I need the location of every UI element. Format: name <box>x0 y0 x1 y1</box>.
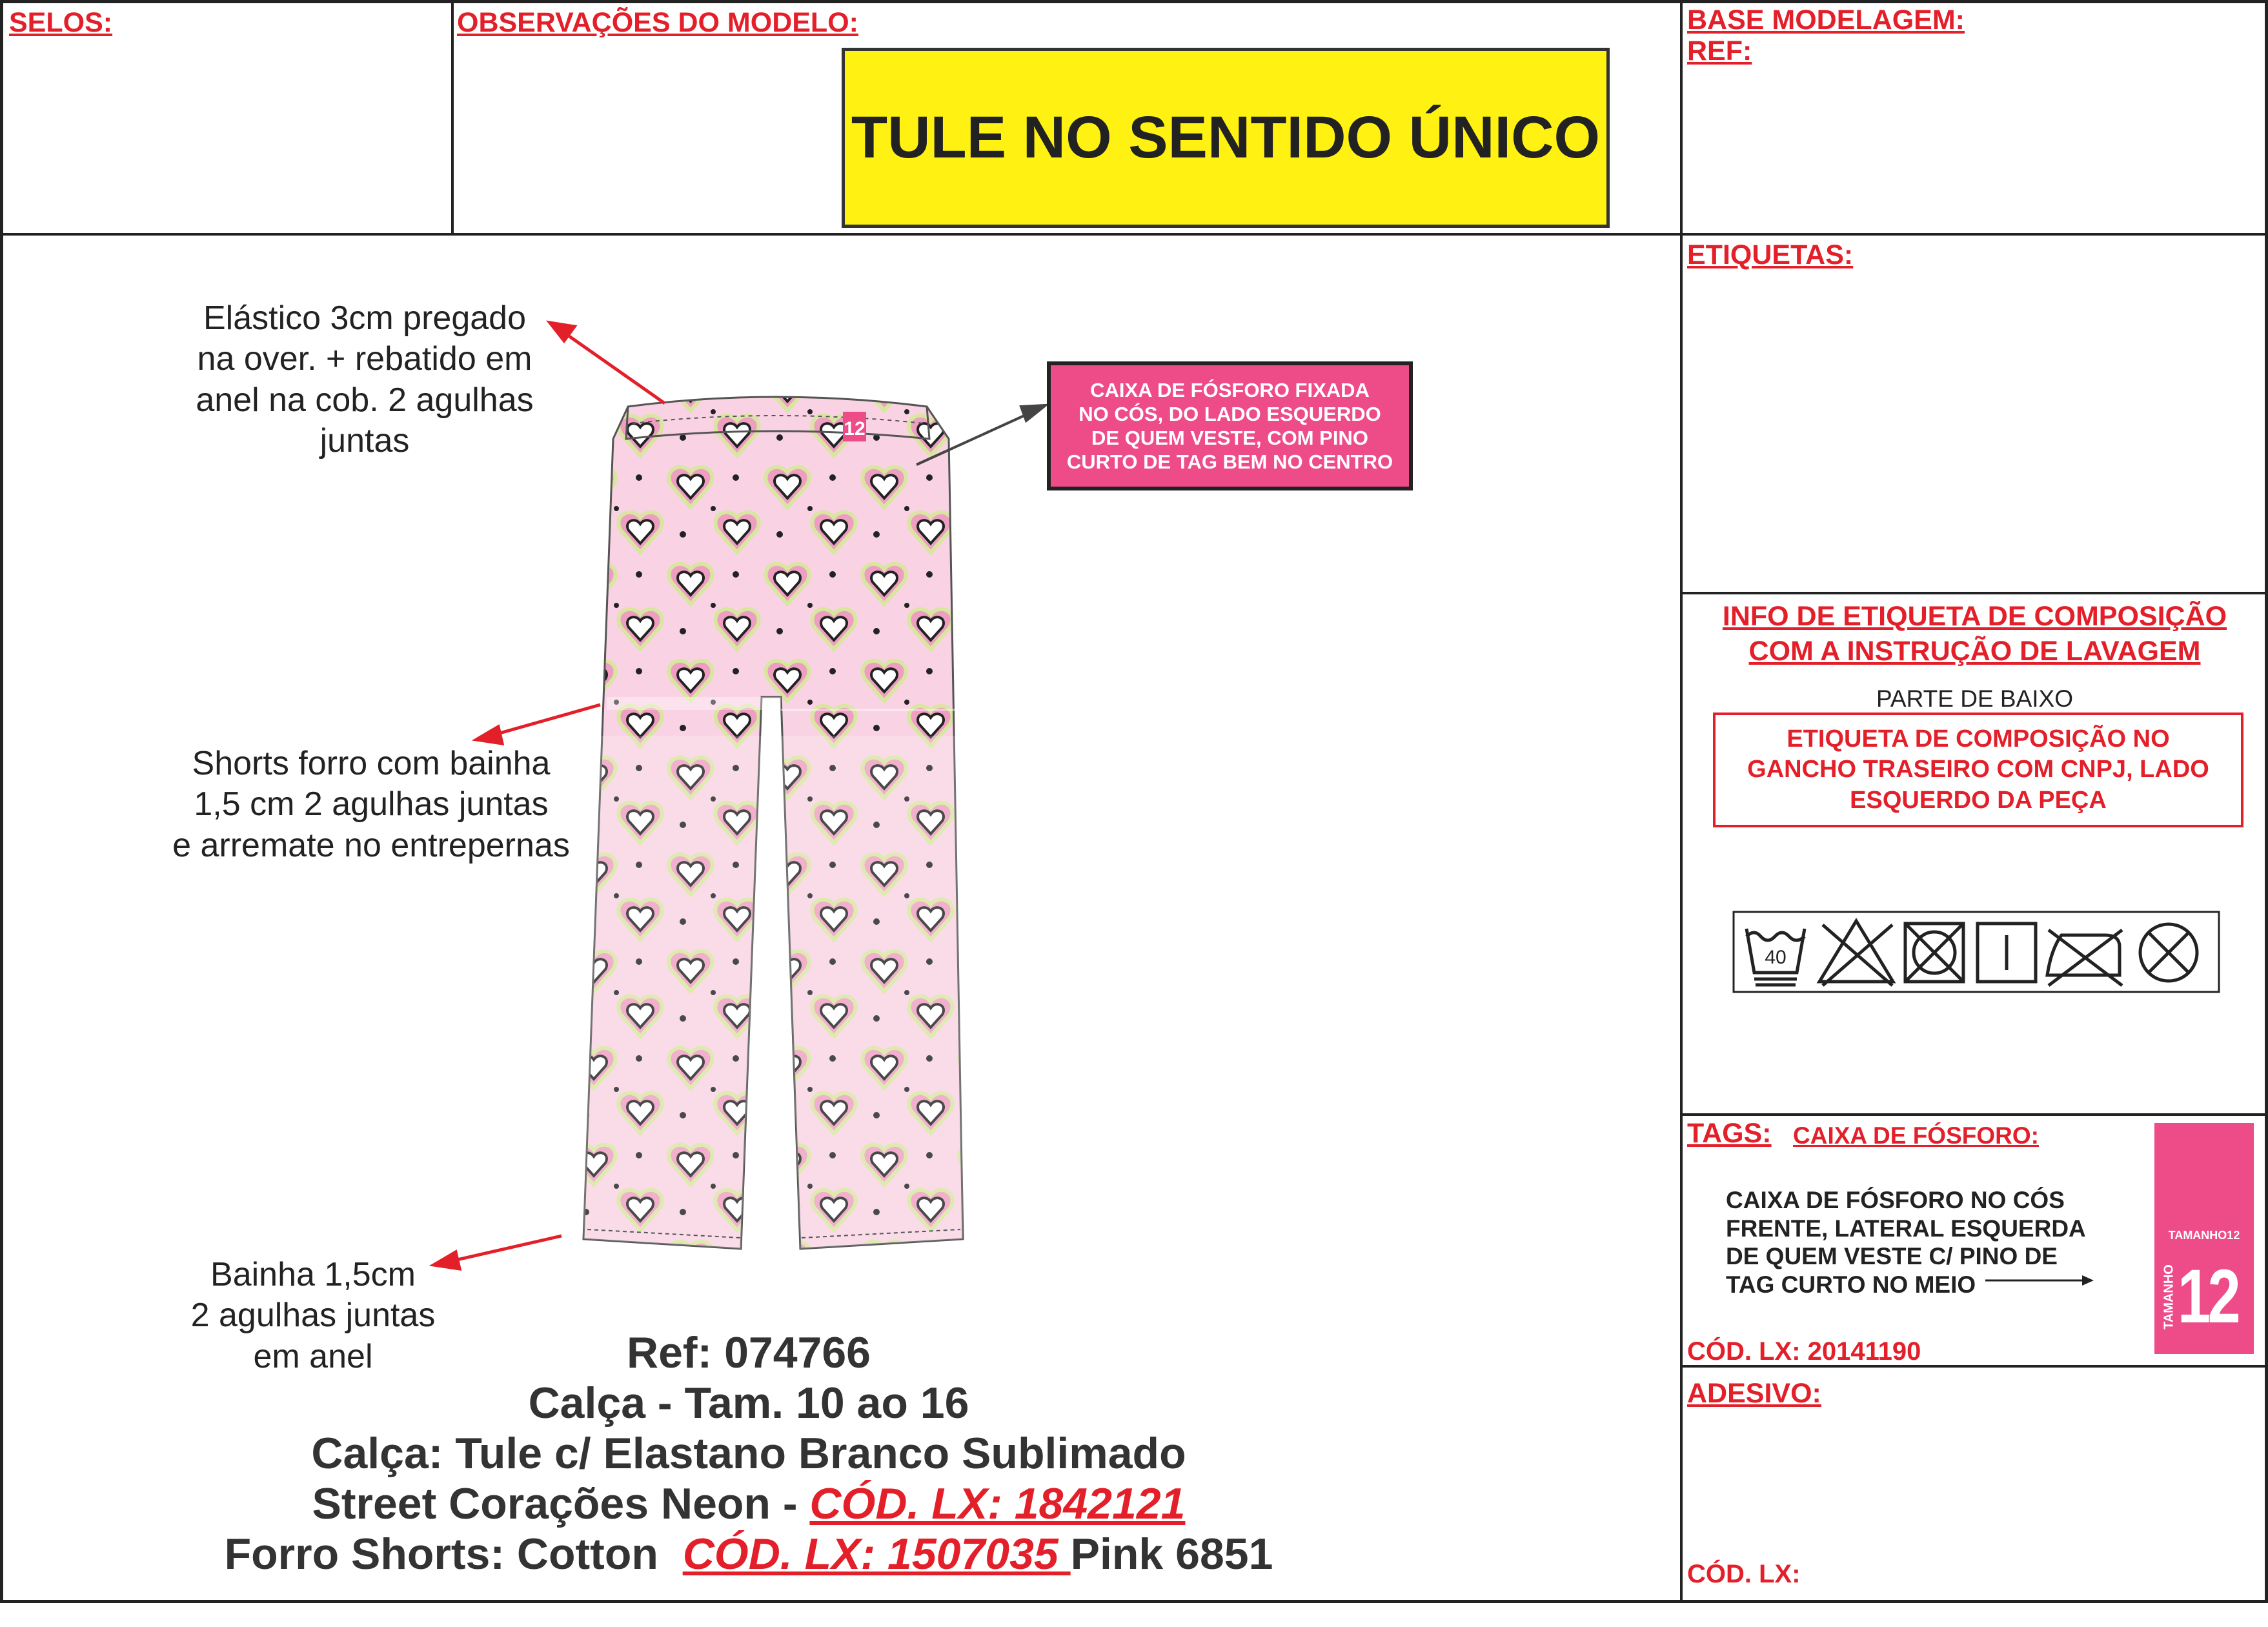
shorts-note-line: 1,5 cm 2 agulhas juntas <box>194 785 549 824</box>
hem-note-line: 2 agulhas juntas <box>190 1297 436 1335</box>
elastic-note-line: na over. + rebatido em <box>197 340 532 378</box>
caixa-fosforo-header: CAIXA DE FÓSFORO: <box>1793 1122 2039 1149</box>
product-line5-prefix: Forro Shorts: Cotton <box>224 1530 683 1579</box>
product-line4 <box>103 1479 1394 1528</box>
product-line5-suffix: Pink 6851 <box>1070 1530 1273 1579</box>
shorts-note-line: Shorts forro com bainha <box>192 745 551 782</box>
tags-header: TAGS: <box>1687 1118 1772 1149</box>
base-modelagem-header: BASE MODELAGEM: <box>1687 5 1965 35</box>
label-note-line: ETIQUETA DE COMPOSIÇÃO NO <box>1787 725 2170 753</box>
matchbox-note <box>1047 361 1413 490</box>
etiquetas-header: ETIQUETAS: <box>1687 239 1854 270</box>
product-ref: Ref: 074766 <box>626 1328 871 1377</box>
size-tag-card <box>2154 1123 2254 1354</box>
shorts-note-line: e arremate no entrepernas <box>172 826 570 864</box>
divider-etiquetas <box>1681 592 2268 594</box>
product-line3: Calça: Tule c/ Elastano Branco Sublimado <box>311 1429 1186 1478</box>
info-title-line2: COM A INSTRUÇÃO DE LAVAGEM <box>1748 636 2201 667</box>
adesivo-cod-lx: CÓD. LX: <box>1687 1560 1801 1588</box>
selos-header: SELOS: <box>9 7 113 38</box>
product-line4-code: CÓD. LX: 1842121 <box>809 1479 1186 1528</box>
divider-info <box>1681 1113 2268 1116</box>
label-note-line: GANCHO TRASEIRO COM CNPJ, LADO <box>1747 756 2209 783</box>
info-title-line1: INFO DE ETIQUETA DE COMPOSIÇÃO <box>1722 601 2227 632</box>
elastic-note-line: Elástico 3cm pregado <box>203 299 527 337</box>
size-tag-number: 12 <box>2178 1254 2238 1339</box>
border-right <box>2265 0 2268 1603</box>
border-bottom <box>0 1600 2268 1603</box>
product-line5 <box>103 1530 1394 1579</box>
shorts-note <box>142 743 600 866</box>
matchbox-note-line: CAIXA DE FÓSFORO FIXADA <box>1090 378 1370 401</box>
product-line4-prefix: Street Corações Neon - <box>312 1479 810 1528</box>
composition-label-note <box>1713 712 2243 827</box>
divider-right-column <box>1680 0 1683 1603</box>
observacoes-header: OBSERVAÇÕES DO MODELO: <box>457 7 858 38</box>
waistband-tag-number: 12 <box>844 418 866 440</box>
tag-arrow <box>1985 1273 2095 1288</box>
adesivo-header: ADESIVO: <box>1687 1378 1821 1409</box>
hem-note-line: em anel <box>253 1337 373 1375</box>
product-line5-code: CÓD. LX: 1507035 <box>682 1530 1071 1579</box>
no-tumble-dry-icon <box>1905 924 1963 982</box>
matchbox-note-line: CURTO DE TAG BEM NO CENTRO <box>1066 450 1393 474</box>
care-symbols <box>1732 911 2220 993</box>
wash-temp: 40 <box>1765 947 1787 968</box>
elastic-note-line: juntas <box>319 422 410 460</box>
tag-cod-lx: CÓD. LX: 20141190 <box>1687 1337 1921 1366</box>
matchbox-note-line: NO CÓS, DO LADO ESQUERDO <box>1078 402 1381 425</box>
tag-line: TAG CURTO NO MEIO <box>1726 1271 1976 1298</box>
elastic-note-line: anel na cob. 2 agulhas <box>196 381 534 419</box>
size-tag-vertical-label: TAMANHO <box>2162 1264 2176 1329</box>
notice-text: TULE NO SENTIDO ÚNICO <box>851 105 1601 170</box>
size-tag-heart-label: TAMANHO12 <box>2168 1229 2240 1242</box>
composition-subtitle: PARTE DE BAIXO <box>1876 685 2073 712</box>
product-line2: Calça - Tam. 10 ao 16 <box>528 1379 969 1428</box>
tag-line: FRENTE, LATERAL ESQUERDA <box>1726 1215 2086 1242</box>
ref-header: REF: <box>1687 35 1752 66</box>
label-note-line: ESQUERDO DA PEÇA <box>1850 786 2107 814</box>
matchbox-note-line: DE QUEM VESTE, COM PINO <box>1091 427 1368 449</box>
tag-line: CAIXA DE FÓSFORO NO CÓS <box>1726 1187 2065 1213</box>
tag-line: DE QUEM VESTE C/ PINO DE <box>1726 1243 2058 1270</box>
hem-note-line: Bainha 1,5cm <box>210 1256 416 1293</box>
elastic-note <box>161 298 568 462</box>
